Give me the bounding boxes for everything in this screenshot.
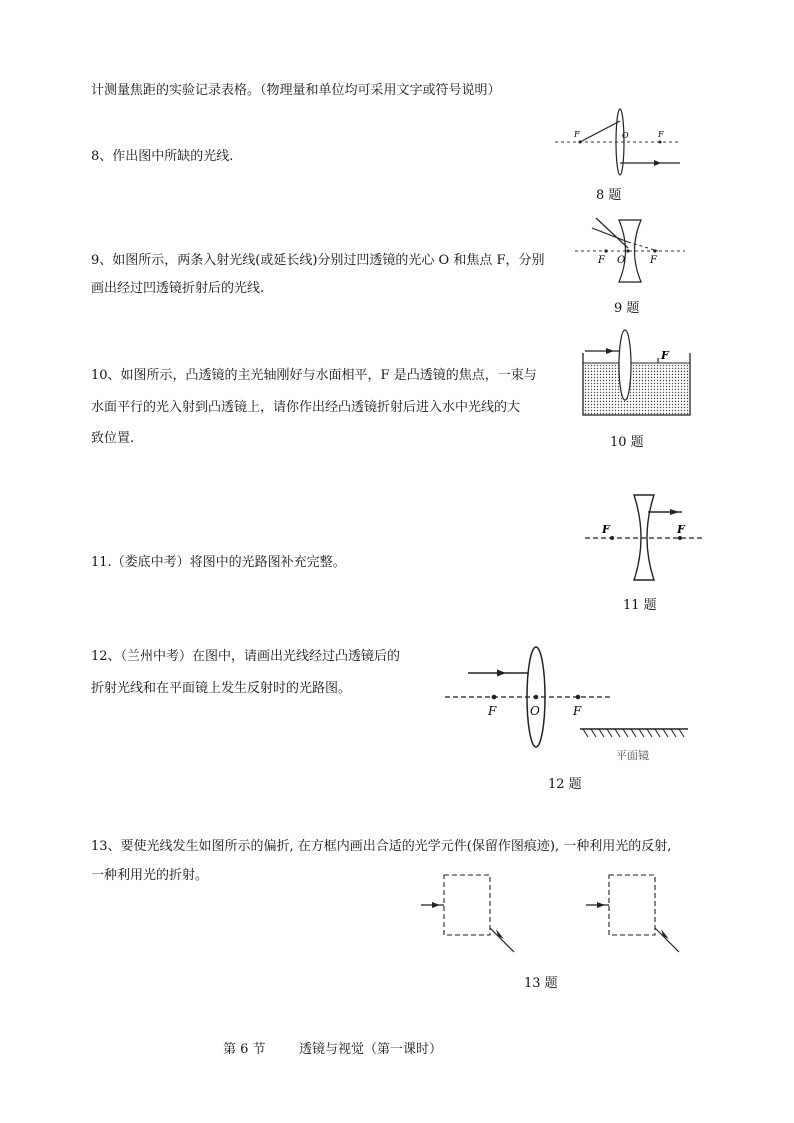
caption-q10: 10 题: [610, 435, 644, 450]
label-f-right: F: [573, 704, 582, 718]
convex-lens: [619, 330, 631, 400]
focus-point-left: [610, 536, 614, 540]
focus-point-left: [492, 695, 497, 700]
focus-point-left: [579, 141, 582, 144]
label-o: O: [530, 704, 540, 718]
figure-q12: [440, 643, 700, 773]
figure-q11: [582, 490, 707, 585]
emergent-ray: [490, 928, 514, 952]
footer-section: 第 6 节: [223, 1042, 266, 1057]
emergent-ray: [655, 928, 679, 952]
arrow-head: [654, 160, 661, 166]
question-10-line-3: 致位置.: [91, 431, 135, 446]
arrow-head: [606, 348, 614, 354]
question-13-line-2: 一种利用光的折射。: [91, 868, 209, 883]
ray-extension: [628, 242, 658, 251]
arrow-head-in: [432, 902, 440, 908]
question-8-text: 8、作出图中所缺的光线.: [91, 149, 234, 164]
caption-q9: 9 题: [614, 301, 640, 316]
focus-point-right: [678, 536, 682, 540]
focus-point-right: [576, 695, 581, 700]
label-o: O: [617, 255, 626, 266]
caption-q11: 11 题: [623, 598, 657, 613]
question-10-line-2: 水面平行的光入射到凸透镜上，请你作出经凸透镜折射后进入水中光线的大: [91, 400, 521, 415]
question-13-line-1: 13、要使光线发生如图所示的偏折, 在方框内画出合适的光学元件(保留作图痕迹), 一种利用光的反射,: [91, 839, 672, 854]
label-o: O: [622, 131, 629, 140]
figure-q13-a: [418, 872, 518, 957]
arrow-head: [670, 509, 679, 515]
focus-point-left: [604, 249, 607, 252]
label-f-right: F: [658, 130, 664, 139]
caption-q13: 13 题: [524, 976, 558, 991]
arrow-head: [497, 670, 506, 677]
question-11-text: 11.（娄底中考）将图中的光路图补充完整。: [91, 555, 346, 570]
label-f: F: [661, 349, 669, 362]
label-f-left: F: [598, 255, 605, 266]
water: [583, 363, 690, 415]
label-f-right: F: [677, 523, 685, 536]
question-10-line-1: 10、如图所示，凸透镜的主光轴刚好与水面相平，F 是凸透镜的焦点，一束与: [91, 368, 537, 383]
question-12-line-2: 折射光线和在平面镜上发生反射时的光路图。: [91, 681, 352, 696]
focus-point-right: [653, 249, 656, 252]
dashed-box: [444, 875, 490, 935]
caption-q12: 12 题: [548, 777, 582, 792]
question-9-line-2: 画出经过凹透镜折射后的光线.: [91, 281, 265, 296]
caption-q8: 8 题: [596, 188, 622, 203]
label-f-right: F: [650, 255, 657, 266]
incident-ray-focus: [580, 121, 620, 142]
figure-q13-b: [583, 872, 683, 957]
question-12-line-1: 12、（兰州中考）在图中，请画出光线经过凸透镜后的: [91, 649, 401, 664]
label-f-left: F: [488, 704, 497, 718]
intro-text: 计测量焦距的实验记录表格。（物理量和单位均可采用文字或符号说明）: [91, 83, 501, 98]
mirror-hatching: [583, 729, 684, 737]
label-f-left: F: [574, 130, 580, 139]
arrow-head-in: [597, 902, 605, 908]
question-9-line-1: 9、如图所示，两条入射光线(或延长线)分别过凹透镜的光心 O 和焦点 F，分别: [91, 253, 545, 268]
dashed-box: [609, 875, 655, 935]
figure-q8: [550, 105, 690, 185]
center-point: [626, 249, 629, 252]
focus-point-right: [659, 141, 662, 144]
center-point: [534, 695, 539, 700]
figure-q9: [570, 208, 690, 288]
figure-q10: [578, 325, 698, 425]
label-f-left: F: [602, 523, 610, 536]
mirror-label: 平面镜: [616, 749, 649, 762]
footer-title: 透镜与视觉（第一课时）: [299, 1042, 443, 1057]
